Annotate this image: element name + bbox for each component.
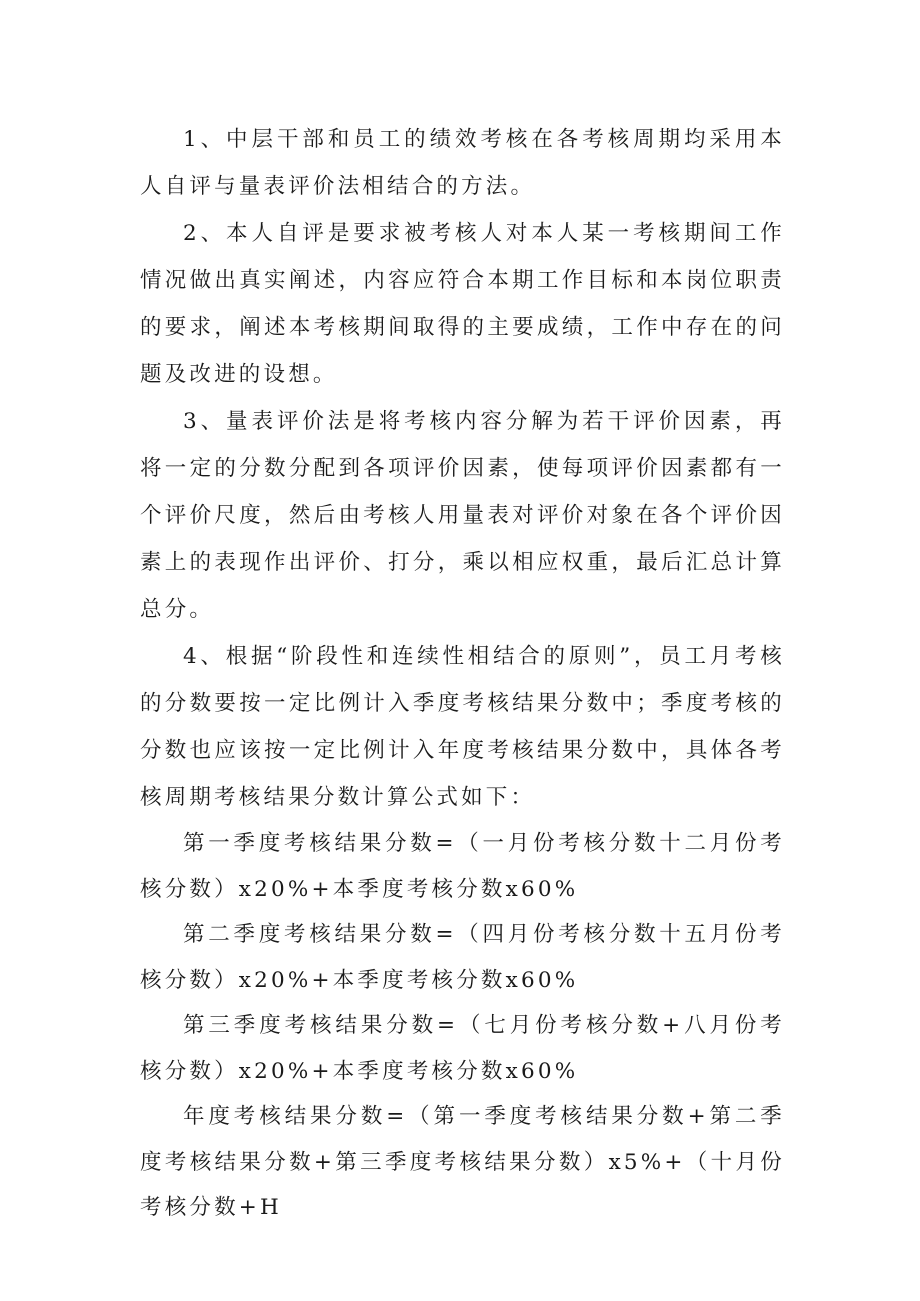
paragraph-4: 4、根据“阶段性和连续性相结合的原则”，员工月考核的分数要按一定比例计入季度考核结果分数中；季度考核的分数也应该按一定比例计入年度考核结果分数中，具体各考核周期考核结果分数计算公式如下： bbox=[140, 644, 785, 810]
formula-q3: 第三季度考核结果分数=（七月份考核分数+八月份考核分数）x20%+本季度考核分数x60% bbox=[140, 1013, 785, 1084]
formula-q1: 第一季度考核结果分数=（一月份考核分数十二月份考核分数）x20%+本季度考核分数x60% bbox=[140, 831, 785, 902]
paragraph-2: 2、本人自评是要求被考核人对本人某一考核期间工作情况做出真实阐述，内容应符合本期工作目标和本岗位职责的要求，阐述本考核期间取得的主要成绩，工作中存在的问题及改进的设想。 bbox=[140, 221, 785, 387]
paragraph-3: 3、量表评价法是将考核内容分解为若干评价因素，再将一定的分数分配到各项评价因素，使每项评价因素都有一个评价尺度，然后由考核人用量表对评价对象在各个评价因素上的表现作出评价、打分，乘以相应权重，最后汇总计算总分。 bbox=[140, 409, 785, 622]
formula-q2: 第二季度考核结果分数=（四月份考核分数十五月份考核分数）x20%+本季度考核分数x60% bbox=[140, 922, 785, 993]
formula-annual: 年度考核结果分数=（第一季度考核结果分数+第二季度考核结果分数+第三季度考核结果分数）x5%+（十月份考核分数+H bbox=[140, 1104, 785, 1220]
document-page bbox=[140, 116, 785, 1231]
paragraph-1: 1、中层干部和员工的绩效考核在各考核周期均采用本人自评与量表评价法相结合的方法。 bbox=[140, 127, 785, 199]
